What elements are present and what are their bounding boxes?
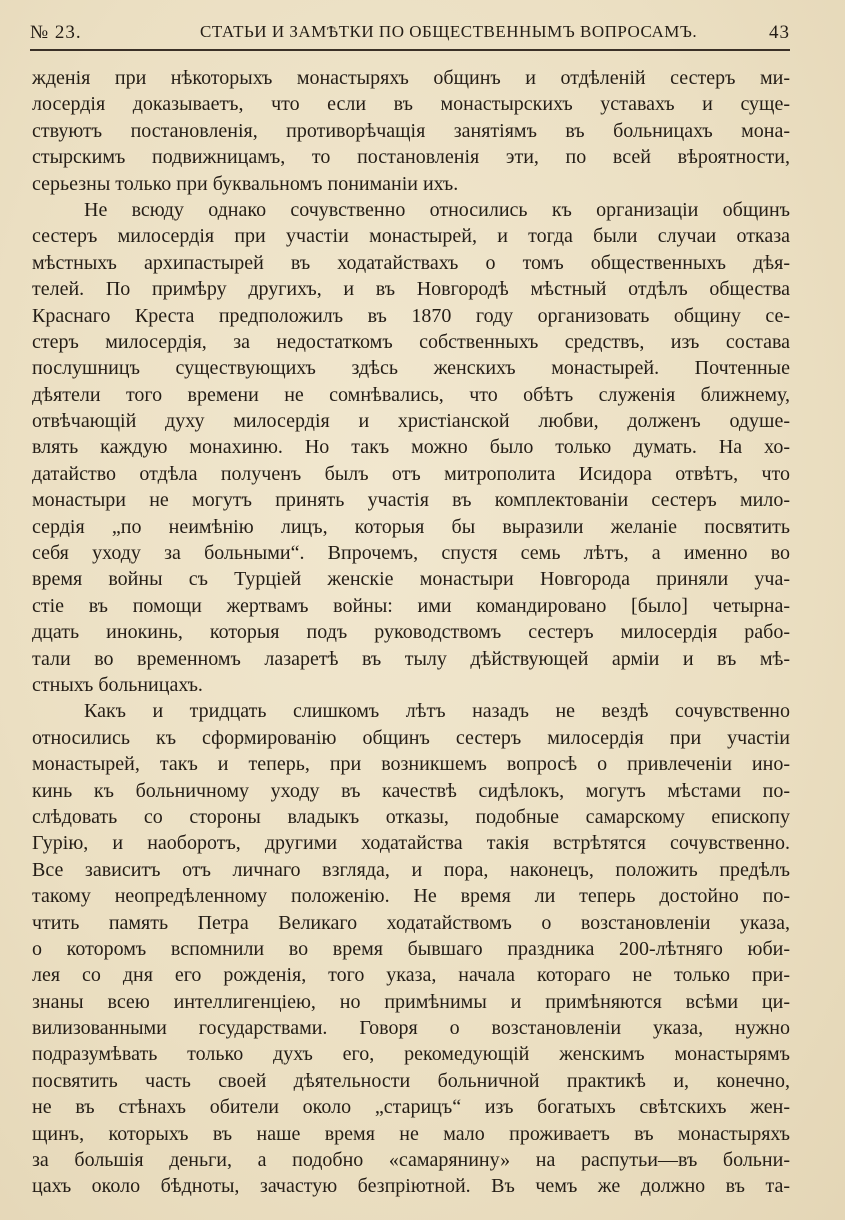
header-rule	[30, 49, 790, 51]
text-line: вилизованными государствами. Говоря о возстановленіи указа, нужно	[32, 1017, 790, 1040]
text-line: Не всюду однако сочувственно относились къ организаціи общинъ	[84, 198, 790, 221]
text-line: дѣятели того времени не сомнѣвались, что обѣтъ служенія ближнему,	[32, 383, 790, 406]
text-line: о которомъ вспомнили во время бывшаго праздника 200-лѣтняго юби-	[32, 937, 790, 960]
text-line: лосердія доказываетъ, что если въ монастырскихъ уставахъ и суще-	[32, 93, 790, 116]
text-line: Все зависитъ отъ личнаго взгляда, и пора, наконецъ, положить предѣлъ	[32, 858, 790, 881]
text-line: не въ стѣнахъ обители около „старицъ“ изъ богатыхъ свѣтскихъ жен-	[32, 1096, 790, 1119]
text-line: послушницъ существующихъ здѣсь женскихъ монастырей. Почтенные	[32, 357, 790, 380]
article-body	[32, 65, 790, 1200]
issue-number: № 23.	[30, 22, 82, 43]
text-line: дцать инокинь, которыя подъ руководствомъ сестеръ милосердія рабо-	[32, 621, 790, 644]
text-line: такому неопредѣленному положенію. Не время ли теперь достойно по-	[32, 885, 790, 908]
text-line: монастыри не могутъ принять участія въ комплектованіи сестеръ мило-	[32, 489, 790, 512]
text-line: подразумѣвать только духъ его, рекомедующій женскимъ монастырямъ	[32, 1043, 790, 1066]
text-line: цахъ около бѣдноты, зачастую безпріютной. Въ чемъ же должно въ та-	[32, 1175, 790, 1198]
text-line: слѣдовать со стороны владыкъ отказы, подобные самарскому епископу	[32, 805, 790, 828]
text-line: знаны всею интеллигенціею, но примѣнимы и примѣняются всѣми ци-	[32, 990, 790, 1013]
text-line: влять каждую монахиню. Но такъ можно было только думать. На хо-	[32, 436, 790, 459]
text-line: серьезны только при буквальномъ пониманіи ихъ.	[32, 172, 459, 195]
text-line: отвѣчающій духу милосердія и христіанской любви, долженъ одуше-	[32, 410, 790, 433]
text-line: кинь къ больничному уходу въ качествѣ сидѣлокъ, могутъ мѣстами по-	[32, 779, 790, 802]
page-number: 43	[769, 22, 790, 43]
text-line: за большія деньги, а подобно «самарянину» на распутьи—въ больни-	[32, 1149, 790, 1172]
text-line: жденія при нѣкоторыхъ монастыряхъ общинъ и отдѣленій сестеръ ми-	[32, 67, 790, 89]
running-header	[30, 22, 790, 48]
text-line: Гурію, и наоборотъ, другими ходатайства такія встрѣтятся сочувственно.	[32, 832, 790, 855]
text-line: Какъ и тридцать слишкомъ лѣтъ назадъ не вездѣ сочувственно	[84, 700, 790, 723]
section-title: СТАТЬИ И ЗАМѢТКИ ПО ОБЩЕСТВЕННЫМЪ ВОПРОСАМЪ.	[200, 22, 698, 41]
text-line: датайство отдѣла полученъ былъ отъ митрополита Исидора отвѣтъ, что	[32, 462, 790, 485]
text-line: лея со дня его рожденія, того указа, начала котораго не только при-	[32, 964, 790, 987]
text-line: мѣстныхъ архипастырей въ ходатайствахъ о томъ общественныхъ дѣя-	[32, 251, 790, 274]
text-line: стныхъ больницахъ.	[32, 673, 203, 696]
text-line: посвятить часть своей дѣятельности больничной практикѣ и, конечно,	[32, 1069, 790, 1092]
text-line: Краснаго Креста предположилъ въ 1870 году организовать общину се-	[32, 304, 790, 327]
text-line: сестеръ милосердія при участіи монастырей, и тогда были случаи отказа	[32, 225, 790, 248]
text-line: стеръ милосердія, за недостаткомъ собственныхъ средствъ, изъ состава	[32, 330, 790, 353]
text-line: стіе въ помощи жертвамъ войны: ими командировано [было] четырна-	[32, 594, 790, 617]
text-line: телей. По примѣру другихъ, и въ Новгородѣ мѣстный отдѣлъ общества	[32, 278, 790, 301]
text-line: относились къ сформированію общинъ сестеръ милосердія при участіи	[32, 726, 790, 749]
text-line: стырскимъ подвижницамъ, то постановленія эти, по всей вѣроятности,	[32, 146, 790, 169]
text-line: сердія „по неимѣнію лицъ, которыя бы выразили желаніе посвятить	[32, 515, 790, 538]
text-line: ствуютъ постановленія, противорѣчащія занятіямъ въ больницахъ мона-	[32, 119, 790, 142]
text-line: щинъ, которыхъ въ наше время не мало проживаетъ въ монастыряхъ	[32, 1122, 790, 1145]
text-line: монастырей, такъ и теперь, при возникшемъ вопросѣ о привлеченіи ино-	[32, 753, 790, 776]
text-line: время войны съ Турціей женскіе монастыри Новгорода приняли уча-	[32, 568, 790, 591]
text-line: чтить память Петра Великаго ходатайствомъ о возстановленіи указа,	[32, 911, 790, 934]
text-line: тали во временномъ лазаретѣ въ тылу дѣйствующей арміи и въ мѣ-	[32, 647, 790, 670]
text-line: себя уходу за больными“. Впрочемъ, спустя семь лѣтъ, а именно во	[32, 542, 790, 565]
